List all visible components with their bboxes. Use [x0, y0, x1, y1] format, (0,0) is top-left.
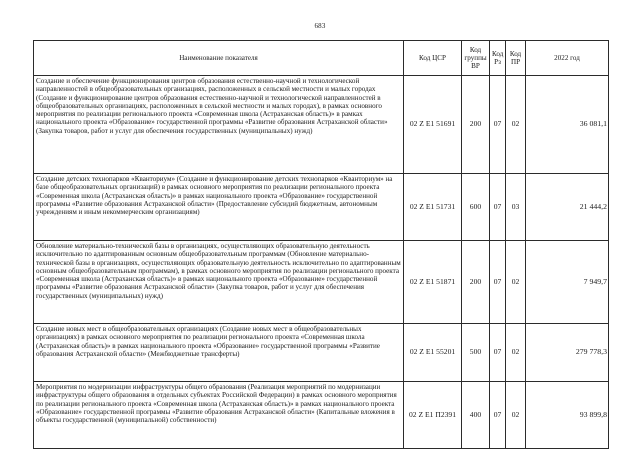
row-subsection: 02 [506, 382, 526, 449]
table-row [34, 241, 609, 324]
header-indicator-name: Наименование показателя [34, 41, 404, 76]
row-indicator-name: Мероприятия по модернизации инфраструктуры общего образования (Реализация мероприятий по модернизации инфраструктуры общего образования в отдельных субъектах Российской Федерации) в рамках основного мероприятия по реализации регионального проекта «Современная школа (Астраханская область)» в рамках национального проекта «Образование» государственной программы «Развитие образования Астраханской области» (Капитальные вложения в объекты государственной (муниципальной) собственности) [34, 382, 404, 449]
row-indicator-name: Создание детских технопарков «Кванториум» (Создание и функционирование детских технопарков «Кванториум» на базе общеобразовательных организаций) в рамках основного мероприятия по реализации регионального проекта «Современная школа (Астраханская область)» в рамках национального проекта «Образование» государственной программы «Развитие образования Астраханской области» (Предоставление субсидий бюджетным, автономным учреждениям и иным некоммерческим организациям) [34, 174, 404, 241]
table-row [34, 382, 609, 449]
table-row [34, 174, 609, 241]
row-amount-2022: 36 081,1 [526, 76, 609, 174]
row-section: 07 [490, 76, 506, 174]
row-amount-2022: 279 778,3 [526, 324, 609, 382]
table-row [34, 324, 609, 382]
row-section: 07 [490, 241, 506, 324]
row-csr-code: 02 Z E1 55201 [404, 324, 462, 382]
row-section: 07 [490, 174, 506, 241]
header-section-code: Код Рз [490, 41, 506, 76]
row-expense-group: 200 [462, 76, 490, 174]
table-header-row [34, 41, 609, 76]
budget-table [33, 40, 609, 449]
row-section: 07 [490, 324, 506, 382]
row-amount-2022: 21 444,2 [526, 174, 609, 241]
row-csr-code: 02 Z E1 51691 [404, 76, 462, 174]
row-expense-group: 600 [462, 174, 490, 241]
header-year-2022: 2022 год [526, 41, 609, 76]
header-csr-code: Код ЦСР [404, 41, 462, 76]
row-subsection: 02 [506, 76, 526, 174]
row-amount-2022: 93 899,8 [526, 382, 609, 449]
row-expense-group: 500 [462, 324, 490, 382]
row-subsection: 02 [506, 324, 526, 382]
header-subsection-code: Код ПР [506, 41, 526, 76]
row-csr-code: 02 Z E1 П2391 [404, 382, 462, 449]
row-expense-group: 400 [462, 382, 490, 449]
row-amount-2022: 7 949,7 [526, 241, 609, 324]
table-row [34, 76, 609, 174]
row-indicator-name: Создание новых мест в общеобразовательных организациях (Создание новых мест в общеобразовательных организациях) в рамках основного мероприятия по реализации регионального проекта «Современная школа (Астраханская область)» в рамках национального проекта «Образование» государственной программы «Развитие образования Астраханской области» (Межбюджетные трансферты) [34, 324, 404, 382]
row-expense-group: 200 [462, 241, 490, 324]
header-expense-group-code: Код группы ВР [462, 41, 490, 76]
row-indicator-name: Создание и обеспечение функционирования центров образования естественно-научной и технологической направленностей в общеобразовательных организациях, расположенных в сельской местности и малых городах (Создание и функционирование центров образования естественно-научной и технологической направленностей в общеобразовательных организациях, расположенных в сельской местности и малых городах), в рамках основного мероприятия по реализации регионального проекта «Современная школа (Астраханская область)» в рамках национального проекта «Образование» государственной программы «Развитие образования Астраханской области» (Закупка товаров, работ и услуг для обеспечения государственных (муниципальных) нужд) [34, 76, 404, 174]
row-indicator-name: Обновление материально-технической базы в организациях, осуществляющих образовательную деятельность исключительно по адаптированным основным общеобразовательным программам (Обновление материально-технической базы в организациях, осуществляющих образовательную деятельность исключительно по адаптированным основным общеобразовательным программам), в рамках основного мероприятия по реализации регионального проекта «Современная школа (Астраханская область)» в рамках национального проекта «Образование» государственной программы «Развитие образования Астраханской области» (Закупка товаров, работ и услуг для обеспечения государственных (муниципальных) нужд) [34, 241, 404, 324]
row-csr-code: 02 Z E1 51871 [404, 241, 462, 324]
row-section: 07 [490, 382, 506, 449]
row-subsection: 03 [506, 174, 526, 241]
page-number: 683 [314, 22, 326, 30]
row-csr-code: 02 Z E1 51731 [404, 174, 462, 241]
row-subsection: 02 [506, 241, 526, 324]
